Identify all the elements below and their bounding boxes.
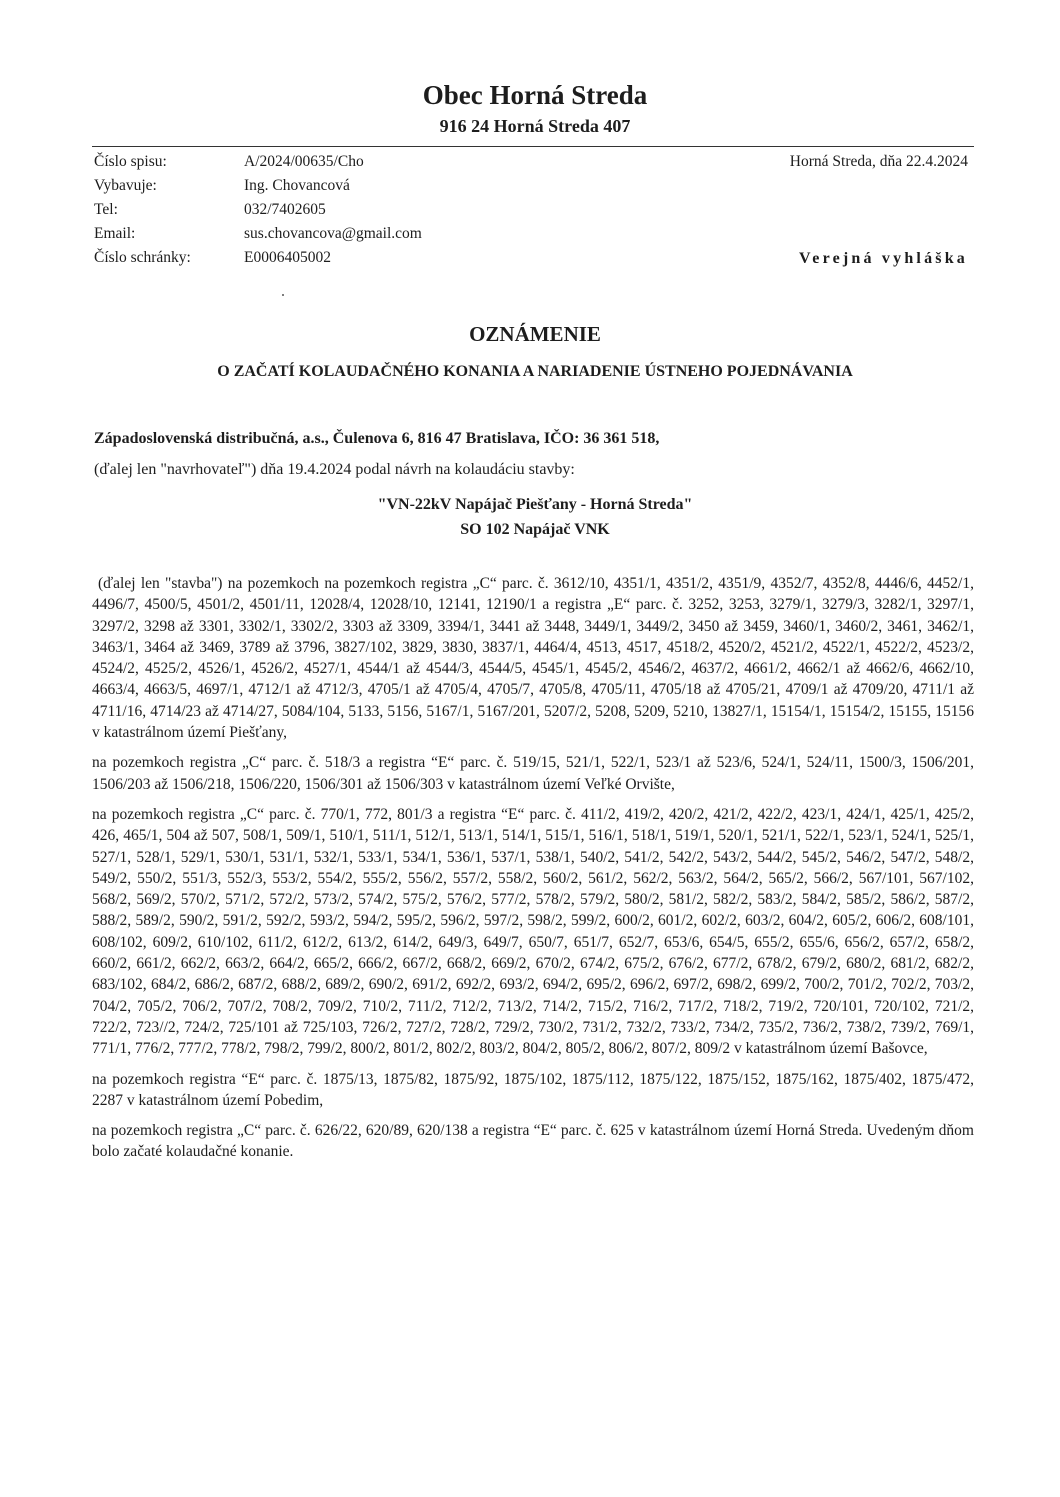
meta-label: Tel: — [94, 201, 118, 218]
paragraph-piestany: (ďalej len "stavba") na pozemkoch na pozemkoch registra „C“ parc. č. 3612/10, 4351/1, 4351/2, 4351/9, 4352/7, 4352/8, 4446/6, 4452/1, 4496/7, 4500/5, 4501/2, 4501/11, 12028/4, 12028/10, 12141, 12190/1 a registra „E“ parc. č. 3252, 3253, 3279/1, 3279/3, 3282/1, 3297/1, 3297/2, 3298 až 3301, 3302/1, 3302/2, 3303 až 3309, 3394/1, 3441 až 3448, 3449/1, 3449/2, 3450 až 3459, 3460/1, 3460/2, 3461, 3462/1, 3463/1, 3464 až 3469, 3789 až 3796, 3827/102, 3829, 3830, 3837/1, 4464/4, 4513, 4517, 4518/2, 4520/2, 4521/2, 4522/1, 4522/2, 4523/2, 4524/2, 4525/2, 4526/1, 4526/2, 4527/1, 4544/1 až 4544/3, 4544/5, 4545/1, 4545/2, 4546/2, 4637/2, 4661/2, 4662/1 až 4662/6, 4662/10, 4663/4, 4663/5, 4697/1, 4712/1 až 4712/3, 4705/1 až 4705/4, 4705/7, 4705/8, 4705/11, 4705/18 až 4705/21, 4709/1 až 4709/20, 4711/1 až 4711/16, 4714/23 až 4714/27, 5084/104, 5133, 5156, 5167/1, 5167/201, 5207/2, 5208, 5209, 5210, 13827/1, 15154/1, 15154/2, 15155, 15156 v katastrálnom území Piešťany, — [92, 575, 974, 742]
document-body — [92, 573, 974, 1172]
meta-value: E0006405002 — [244, 249, 331, 266]
meta-label: Vybavuje: — [94, 177, 157, 194]
document-date: Horná Streda, dňa 22.4.2024 — [789, 153, 968, 170]
meta-row-file-number — [94, 150, 422, 174]
notice-type: Verejná vyhláška — [799, 250, 968, 267]
header-divider — [92, 146, 974, 147]
meta-label: Email: — [94, 225, 136, 242]
meta-row-mailbox — [94, 246, 422, 270]
meta-value: A/2024/00635/Cho — [244, 153, 364, 170]
paragraph-pobedim: na pozemkoch registra “E“ parc. č. 1875/13, 1875/82, 1875/92, 1875/102, 1875/112, 1875/122, 1875/152, 1875/162, 1875/402, 1875/472, 2287 v katastrálnom území Pobedim, — [92, 1070, 974, 1109]
paragraph-velke-orviste: na pozemkoch registra „C“ parc. č. 518/3 a registra “E“ parc. č. 519/15, 521/1, 522/1, 523/1 až 523/6, 524/1, 524/11, 1500/3, 1506/201, 1506/203 až 1506/218, 1506/220, 1506/301 až 1506/303 v katastrálnom území Veľké Orvište, — [92, 754, 974, 793]
municipality-name: Obec Horná Streda — [422, 80, 648, 110]
scan-speck — [282, 294, 284, 296]
meta-label: Číslo schránky: — [94, 249, 191, 266]
municipality-address: 916 24 Horná Streda 407 — [439, 116, 631, 136]
building-name: "VN-22kV Napájač Piešťany - Horná Streda" — [377, 496, 693, 513]
paragraph-horna-streda: na pozemkoch registra „C“ parc. č. 626/22, 620/89, 620/138 a registra “E“ parc. č. 625 v katastrálnom území Horná Streda. Uvedeným dňom bolo začaté kolaudačné konanie. — [92, 1122, 974, 1161]
document-title: OZNÁMENIE — [469, 322, 601, 346]
paragraph-basovce: na pozemkoch registra „C“ parc. č. 770/1, 772, 801/3 a registra “E“ parc. č. 411/2, 419/2, 420/2, 421/2, 422/2, 423/1, 424/1, 425/1, 425/2, 426, 465/1, 504 až 507, 508/1, 509/1, 510/1, 511/1, 512/1, 513/1, 514/1, 515/1, 516/1, 518/1, 519/1, 520/1, 521/1, 522/1, 523/1, 524/1, 525/1, 527/1, 528/1, 529/1, 530/1, 531/1, 532/1, 533/1, 534/1, 536/1, 537/1, 538/1, 540/2, 541/2, 542/2, 543/2, 544/2, 545/2, 546/2, 547/2, 548/2, 549/2, 550/2, 551/3, 552/3, 553/2, 554/2, 555/2, 556/2, 557/2, 558/2, 560/2, 561/2, 562/2, 563/2, 564/2, 565/2, 566/2, 567/101, 567/102, 568/2, 569/2, 570/2, 571/2, 572/2, 573/2, 574/2, 575/2, 576/2, 577/2, 578/2, 579/2, 580/2, 581/2, 582/2, 583/2, 584/2, 585/2, 586/2, 587/2, 588/2, 589/2, 590/2, 591/2, 592/2, 593/2, 594/2, 595/2, 596/2, 597/2, 598/2, 599/2, 600/2, 601/2, 602/2, 603/2, 604/2, 605/2, 606/2, 608/101, 608/102, 609/2, 610/102, 611/2, 612/2, 613/2, 614/2, 649/3, 649/7, 650/7, 651/7, 652/7, 653/6, 654/5, 655/2, 655/6, 656/2, 657/2, 658/2, 660/2, 661/2, 662/2, 663/2, 664/2, 665/2, 666/2, 667/2, 668/2, 669/2, 670/2, 674/2, 675/2, 676/2, 677/2, 678/2, 679/2, 680/2, 681/2, 682/2, 683/102, 684/2, 686/2, 687/2, 688/2, 689/2, 690/2, 691/2, 692/2, 693/2, 694/2, 695/2, 696/2, 697/2, 698/2, 699/2, 700/2, 701/2, 702/2, 703/2, 704/2, 705/2, 706/2, 707/2, 708/2, 709/2, 710/2, 711/2, 712/2, 713/2, 714/2, 715/2, 716/2, 717/2, 718/2, 719/2, 720/101, 720/102, 721/2, 722/2, 723//2, 724/2, 725/101 až 725/103, 726/2, 727/2, 728/2, 729/2, 730/2, 731/2, 732/2, 733/2, 734/2, 735/2, 736/2, 738/2, 739/2, 769/1, 771/1, 776/2, 777/2, 778/2, 798/2, 799/2, 800/2, 801/2, 802/2, 803/2, 804/2, 805/2, 806/2, 807/2, 809/2 v katastrálnom území Bašovce, — [92, 805, 974, 1058]
meta-value: sus.chovancova@gmail.com — [244, 225, 422, 242]
meta-row-handler — [94, 174, 422, 198]
meta-label: Číslo spisu: — [94, 153, 167, 170]
document-subtitle: O ZAČATÍ KOLAUDAČNÉHO KONANIA A NARIADENIE ÚSTNEHO POJEDNÁVANIA — [217, 363, 853, 380]
meta-value: Ing. Chovancová — [244, 177, 350, 194]
file-metadata — [94, 150, 422, 270]
applicant-note: (ďalej len "navrhovateľ") dňa 19.4.2024 podal návrh na kolaudáciu stavby: — [94, 461, 575, 478]
meta-row-email — [94, 222, 422, 246]
meta-row-phone — [94, 198, 422, 222]
meta-value: 032/7402605 — [244, 201, 326, 218]
applicant: Západoslovenská distribučná, a.s., Čulenova 6, 816 47 Bratislava, IČO: 36 361 518, — [94, 430, 660, 447]
building-subtitle: SO 102 Napájač VNK — [460, 521, 610, 538]
